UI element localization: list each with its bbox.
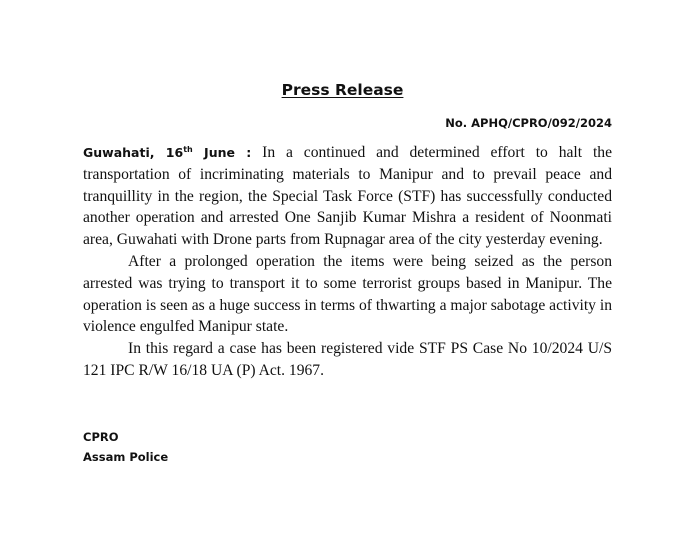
dateline-place: Guwahati, 16: [83, 145, 184, 160]
paragraph-1: [83, 142, 612, 251]
signature-organization: Assam Police: [83, 450, 169, 464]
press-release-title: Press Release: [281, 81, 404, 99]
paragraph-3: In this regard a case has been registered vide STF PS Case No 10/2024 U/S 121 IPC R/W 16/18 UA (P) Act. 1967.: [83, 340, 612, 379]
dateline-month: June :: [192, 145, 252, 160]
dateline: [83, 145, 251, 160]
paragraph-1-text: In a continued and determined effort to halt the transportation of incriminating materials to Manipur and to prevail peace and tranquillity in the region, the Special Task Force (STF) has successfully conducted another operation and arrested One Sanjib Kumar Mishra a resident of Noonmati area, Guwahati with Drone parts from Rupnagar area of the city yesterday evening.: [83, 144, 613, 249]
dateline-day-suffix: th: [183, 144, 193, 154]
reference-number: No. APHQ/CPRO/092/2024: [445, 116, 612, 130]
signature-block: [83, 427, 168, 467]
signature-title: CPRO: [83, 430, 119, 444]
press-release-body: [83, 142, 612, 382]
paragraph-2: After a prolonged operation the items were being seized as the person arrested was trying to transport it to some terrorist groups based in Manipur. The operation is seen as a huge success in terms of thwarting a major sabotage activity in violence engulfed Manipur state.: [83, 252, 612, 336]
